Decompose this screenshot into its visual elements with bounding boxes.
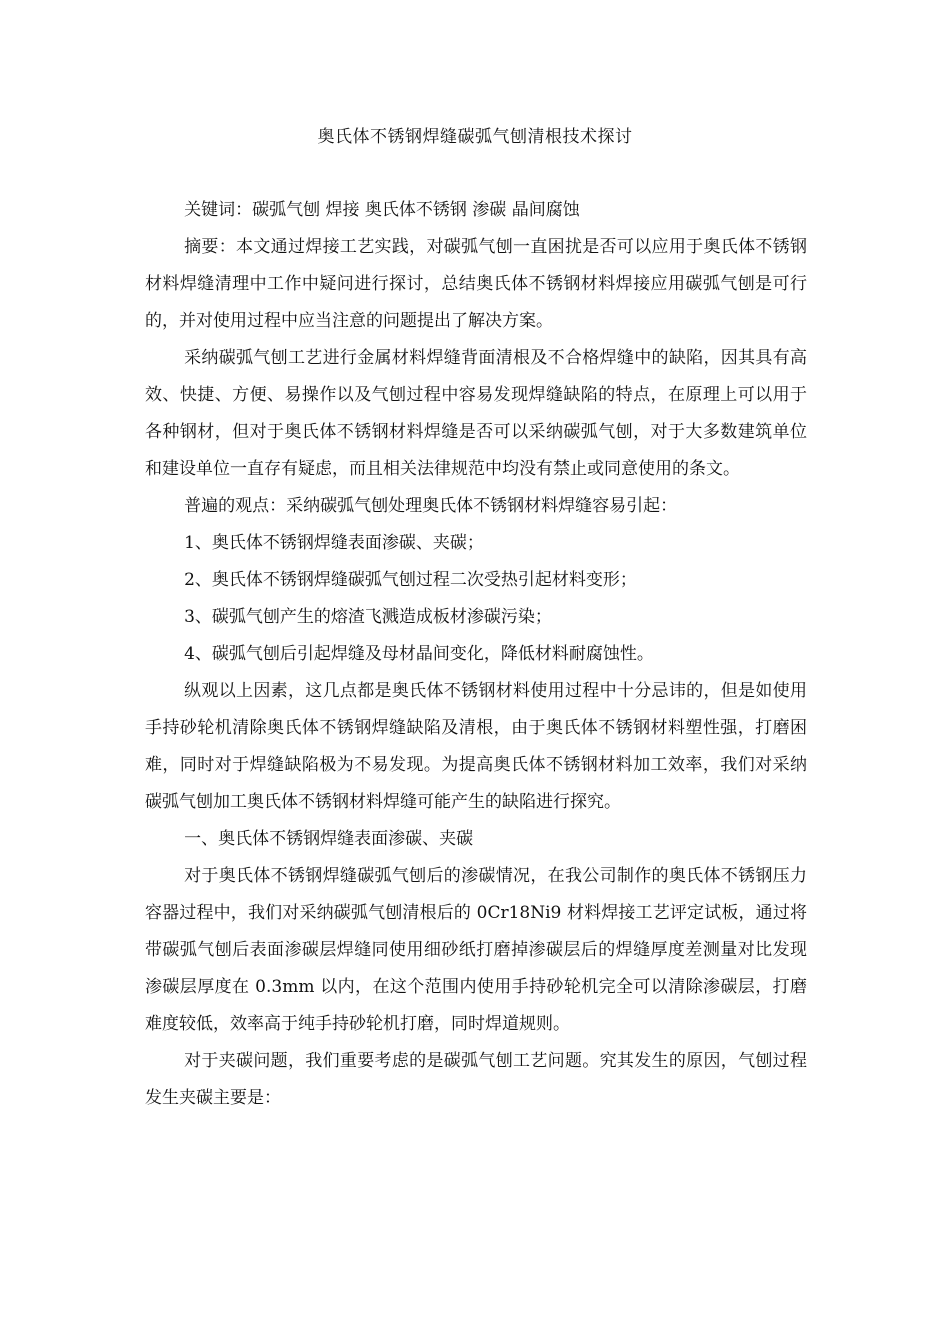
- document-title: 奥氏体不锈钢焊缝碳弧气刨清根技术探讨: [317, 127, 633, 147]
- section-heading: 一、奥氏体不锈钢焊缝表面渗碳、夹碳: [184, 829, 474, 849]
- keywords-line: 关键词：碳弧气刨 焊接 奥氏体不锈钢 渗碳 晶间腐蚀: [184, 200, 580, 220]
- list-item: 1、奥氏体不锈钢焊缝表面渗碳、夹碳；: [184, 533, 484, 553]
- body-paragraph: 纵观以上因素，这几点都是奥氏体不锈钢材料使用过程中十分忌讳的，但是如使用手持砂轮机清除奥氏体不锈钢焊缝缺陷及清根，由于奥氏体不锈钢材料塑性强，打磨困难，同时对于焊缝缺陷极为不易发现。为提高奥氏体不锈钢材料加工效率，我们对采纳碳弧气刨加工奥氏体不锈钢材料焊缝可能产生的缺陷进行探究。: [145, 681, 807, 812]
- body-paragraph: 普遍的观点：采纳碳弧气刨处理奥氏体不锈钢材料焊缝容易引起：: [184, 496, 678, 516]
- list-item: 3、碳弧气刨产生的熔渣飞溅造成板材渗碳污染；: [184, 607, 552, 627]
- list-item: 2、奥氏体不锈钢焊缝碳弧气刨过程二次受热引起材料变形；: [184, 570, 637, 590]
- abstract-paragraph: 摘要：本文通过焊接工艺实践，对碳弧气刨一直困扰是否可以应用于奥氏体不锈钢材料焊缝清理中工作中疑问进行探讨，总结奥氏体不锈钢材料焊接应用碳弧气刨是可行的，并对使用过程中应当注意的问题提出了解决方案。: [145, 237, 807, 331]
- body-paragraph: 对于奥氏体不锈钢焊缝碳弧气刨后的渗碳情况，在我公司制作的奥氏体不锈钢压力容器过程中，我们对采纳碳弧气刨清根后的 0Cr18Ni9 材料焊接工艺评定试板，通过将带碳弧气刨后表面渗碳层焊缝同使用细砂纸打磨掉渗碳层后的焊缝厚度差测量对比发现渗碳层厚度在 0.3mm 以内，在这个范围内使用手持砂轮机完全可以清除渗碳层，打磨难度较低，效率高于纯手持砂轮机打磨，同时焊道规则。: [145, 866, 807, 1034]
- list-item: 4、碳弧气刨后引起焊缝及母材晶间变化，降低材料耐腐蚀性。: [184, 644, 654, 664]
- body-paragraph: 采纳碳弧气刨工艺进行金属材料焊缝背面清根及不合格焊缝中的缺陷，因其具有高效、快捷、方便、易操作以及气刨过程中容易发现焊缝缺陷的特点，在原理上可以用于各种钢材，但对于奥氏体不锈钢材料焊缝是否可以采纳碳弧气刨，对于大多数建筑单位和建设单位一直存有疑虑，而且相关法律规范中均没有禁止或同意使用的条文。: [145, 348, 807, 479]
- body-paragraph: 对于夹碳问题，我们重要考虑的是碳弧气刨工艺问题。究其发生的原因，气刨过程发生夹碳主要是：: [145, 1051, 807, 1108]
- document-body: [145, 192, 807, 1117]
